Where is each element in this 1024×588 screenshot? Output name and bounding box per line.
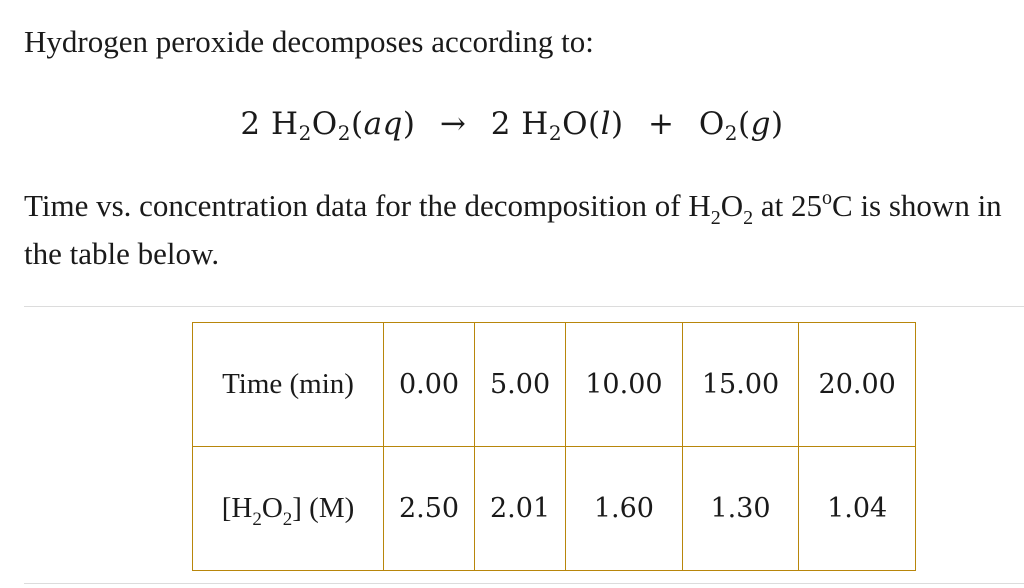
concentration-cell: 1.04	[799, 447, 916, 571]
concentration-cell: 2.01	[475, 447, 566, 571]
conc-header-sub1: 2	[252, 509, 262, 530]
product1-element-o: O	[562, 106, 588, 142]
concentration-row	[193, 447, 916, 571]
product1-state: l	[600, 106, 612, 142]
reactant-state: aq	[363, 106, 403, 142]
conc-header-sub2: 2	[282, 509, 293, 530]
top-divider	[24, 306, 1024, 307]
description-part2: O	[720, 188, 744, 223]
concentration-table	[192, 322, 916, 571]
description-part4: C is shown in the table below.	[24, 188, 1002, 271]
conc-header-close: ] (M)	[292, 492, 355, 524]
conc-header-open: [H	[221, 492, 253, 524]
time-cell: 0.00	[384, 323, 475, 447]
reactant-element-o: O	[311, 106, 338, 142]
description-text	[24, 182, 1014, 278]
time-cell: 10.00	[566, 323, 683, 447]
description-sub2: 2	[743, 207, 754, 229]
product1-coefficient: 2	[490, 106, 511, 142]
description-part1: Time vs. concentration data for the decomposition of H	[24, 188, 711, 223]
product1-state-close: )	[611, 106, 624, 142]
reactant-coefficient: 2	[240, 106, 261, 142]
intro-text: Hydrogen peroxide decomposes according to:	[24, 24, 594, 59]
concentration-cell: 2.50	[384, 447, 475, 571]
reaction-arrow: →	[439, 106, 467, 142]
conc-header-mid: O	[261, 492, 283, 524]
plus-sign: +	[648, 106, 675, 142]
time-row	[193, 323, 916, 447]
product2-state-close: )	[770, 106, 784, 142]
time-cell: 20.00	[799, 323, 916, 447]
time-header-cell: Time (min)	[193, 323, 384, 447]
product2-state-open: (	[738, 106, 751, 142]
product1-subscript-h: 2	[548, 121, 563, 145]
degree-symbol: o	[822, 187, 833, 209]
time-cell: 5.00	[475, 323, 566, 447]
reactant-subscript-h: 2	[298, 121, 312, 145]
reactant-element-h: H	[271, 106, 299, 142]
product2-state: g	[750, 106, 771, 142]
product1-element-h: H	[521, 106, 549, 142]
description-sub1: 2	[710, 207, 721, 229]
reactant-subscript-o: 2	[337, 121, 351, 145]
concentration-cell: 1.60	[566, 447, 683, 571]
concentration-cell: 1.30	[682, 447, 799, 571]
bottom-divider	[24, 583, 1024, 584]
time-cell: 15.00	[682, 323, 799, 447]
chemical-equation	[0, 102, 1024, 146]
description-part3: at 25	[753, 188, 823, 223]
reactant-state-open: (	[350, 106, 364, 142]
concentration-header-cell	[193, 447, 384, 571]
product1-state-open: (	[588, 106, 601, 142]
reactant-state-close: )	[402, 106, 416, 142]
product2-subscript-o: 2	[724, 121, 738, 145]
product2-element-o: O	[698, 106, 725, 142]
